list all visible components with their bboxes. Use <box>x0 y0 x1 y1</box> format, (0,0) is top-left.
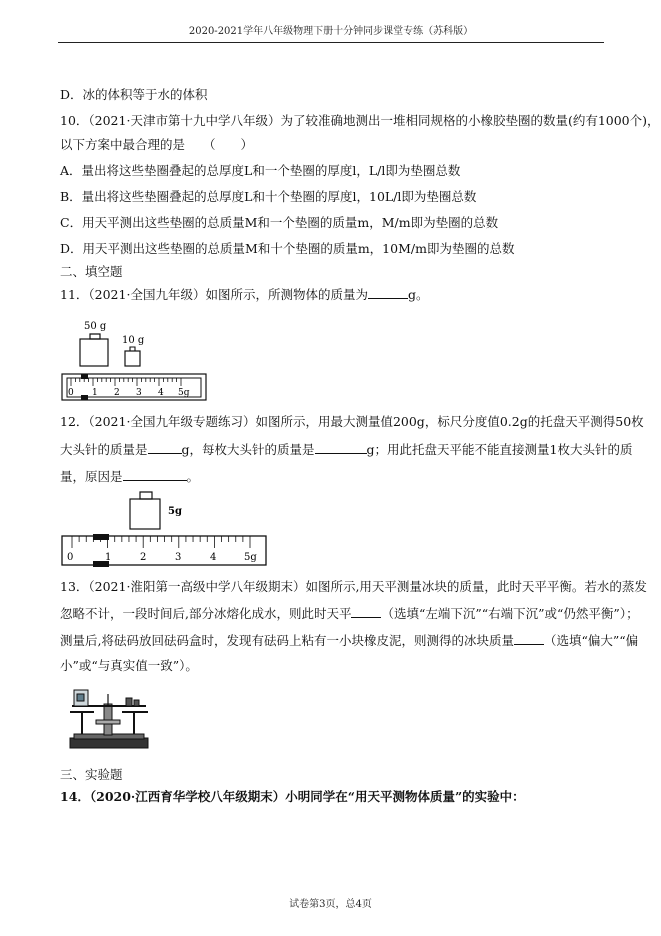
q11-weight1-label: 50 g <box>84 321 107 332</box>
q11-scale-label-2: 2 <box>114 388 120 398</box>
q10-option-b: B．量出将这些垫圈叠起的总厚度L和十个垫圈的厚度l，10L/l即为垫圈总数 <box>60 189 477 204</box>
q11-weight1-knob <box>90 334 100 339</box>
q13-stem-line3 <box>60 631 638 650</box>
q11-scale-label-5: 5g <box>178 388 190 398</box>
q12-figure <box>60 488 270 568</box>
q12-weight-label: 5g <box>168 506 182 517</box>
q13-blank-1 <box>351 604 381 618</box>
q12-scale-label-3: 3 <box>175 552 182 563</box>
q12-line1-mid: ，标尺分度值 <box>424 414 500 429</box>
q11-answer-blank <box>368 285 408 299</box>
q11-weight2-knob <box>130 347 135 351</box>
ice-block <box>77 694 84 701</box>
q9-option-d: D．冰的体积等于水的体积 <box>60 87 208 102</box>
q12-line1-suffix: 的托盘天平测得50枚 <box>527 414 644 429</box>
q11-slider-bottom <box>81 395 88 400</box>
balance-ruler <box>96 720 120 724</box>
q12-max-value: 200g <box>392 414 425 429</box>
q11-slider-top <box>81 374 88 379</box>
q12-line2-b: g，每枚大头针的质量是 <box>181 442 315 457</box>
section-experiment: 三、实验题 <box>60 767 123 782</box>
q11-scale-label-4: 4 <box>158 388 164 398</box>
q11-stem-suffix: g。 <box>407 287 429 302</box>
q13-balance-figure <box>66 684 152 754</box>
q13-line3-b: （选填“偏大”“偏 <box>543 633 639 648</box>
q12-line2-a: 大头针的质量是 <box>60 442 148 457</box>
q11-weight2-label: 10 g <box>122 335 145 346</box>
q11-scale-label-1: 1 <box>92 388 98 398</box>
q11-stem <box>60 285 428 304</box>
q11-scale-ticks <box>71 378 181 386</box>
q13-stem-line2 <box>60 604 639 623</box>
section-fill-in: 二、填空题 <box>60 264 123 279</box>
weight-small-1 <box>126 698 132 706</box>
q13-line2-a: 忽略不计，一段时间后,部分冰熔化成水，则此时天平 <box>60 606 352 621</box>
q13-stem-line4: 小”或“与真实值一致”）。 <box>60 658 198 673</box>
q11-weight1-body <box>80 339 108 366</box>
q12-blank-2 <box>315 440 367 454</box>
q10-stem-line2 <box>60 136 253 154</box>
q14-stem: 14．（2020·江西育华学校八年级期末）小明同学在“用天平测物体质量”的实验中： <box>60 789 525 804</box>
q10-answer-paren: （ ） <box>202 137 253 152</box>
q12-stem-line1 <box>60 413 644 431</box>
q12-scale-label-5: 5g <box>244 552 257 563</box>
page-header: 2020-2021学年八年级物理下册十分钟同步课堂专练（苏科版） <box>58 22 604 43</box>
q10-stem-line1: 10．（2021·天津市第十九中学八年级）为了较准确地测出一堆相同规格的小橡胶垫圈的数量(约有1000个)， <box>60 113 660 128</box>
page-footer: 试卷第3页，总4页 <box>289 899 372 910</box>
q12-division-value: 0.2g <box>499 414 528 429</box>
q12-scale-label-0: 0 <box>67 552 74 563</box>
q11-weight2-body <box>125 351 140 366</box>
q12-line2-c: g；用此托盘天平能不能直接测量1枚大头针的质 <box>366 442 633 457</box>
q10-option-d: D．用天平测出这些垫圈的总质量M和十个垫圈的质量m，10M/m即为垫圈的总数 <box>60 241 515 256</box>
q12-blank-1 <box>148 440 182 454</box>
q12-stem-line2 <box>60 440 633 459</box>
q10-stem-text: 以下方案中最合理的是 <box>60 137 186 152</box>
q12-weight-knob <box>140 492 152 499</box>
q10-option-c: C．用天平测出这些垫圈的总质量M和一个垫圈的质量m，M/m即为垫圈的总数 <box>60 215 499 230</box>
weight-small-2 <box>134 700 139 706</box>
q13-stem-line1: 13．（2021·淮阳第一高级中学八年级期末）如图所示,用天平测量冰块的质量，此时天平平衡。若水的蒸发 <box>60 579 647 594</box>
q13-blank-2 <box>514 631 544 645</box>
q12-line1-prefix: 12．（2021·全国九年级专题练习）如图所示，用最大测量值 <box>60 414 393 429</box>
q13-line2-b: （选填“左端下沉”“右端下沉”或“仍然平衡”）； <box>381 606 639 621</box>
q12-slider-top <box>93 534 109 540</box>
q12-blank-3 <box>123 467 187 481</box>
q12-scale-label-4: 4 <box>210 552 217 563</box>
q11-scale-label-0: 0 <box>68 388 74 398</box>
q12-stem-line3 <box>60 467 199 486</box>
q13-line3-a: 测量后,将砝码放回砝码盒时，发现有砝码上粘有一小块橡皮泥，则测得的冰块质量 <box>60 633 514 648</box>
q11-scale-label-3: 3 <box>136 388 142 398</box>
q11-stem-prefix: 11．（2021·全国九年级）如图所示，所测物体的质量为 <box>60 287 368 302</box>
q12-line3-end: 。 <box>186 469 200 484</box>
q10-option-a: A．量出将这些垫圈叠起的总厚度L和一个垫圈的厚度l，L/l即为垫圈总数 <box>60 163 461 178</box>
q12-line3: 量，原因是 <box>60 469 123 484</box>
q12-weight-body <box>130 499 160 529</box>
q12-scale-label-1: 1 <box>105 552 112 563</box>
q12-scale-label-2: 2 <box>140 552 147 563</box>
q11-figure <box>60 318 210 402</box>
